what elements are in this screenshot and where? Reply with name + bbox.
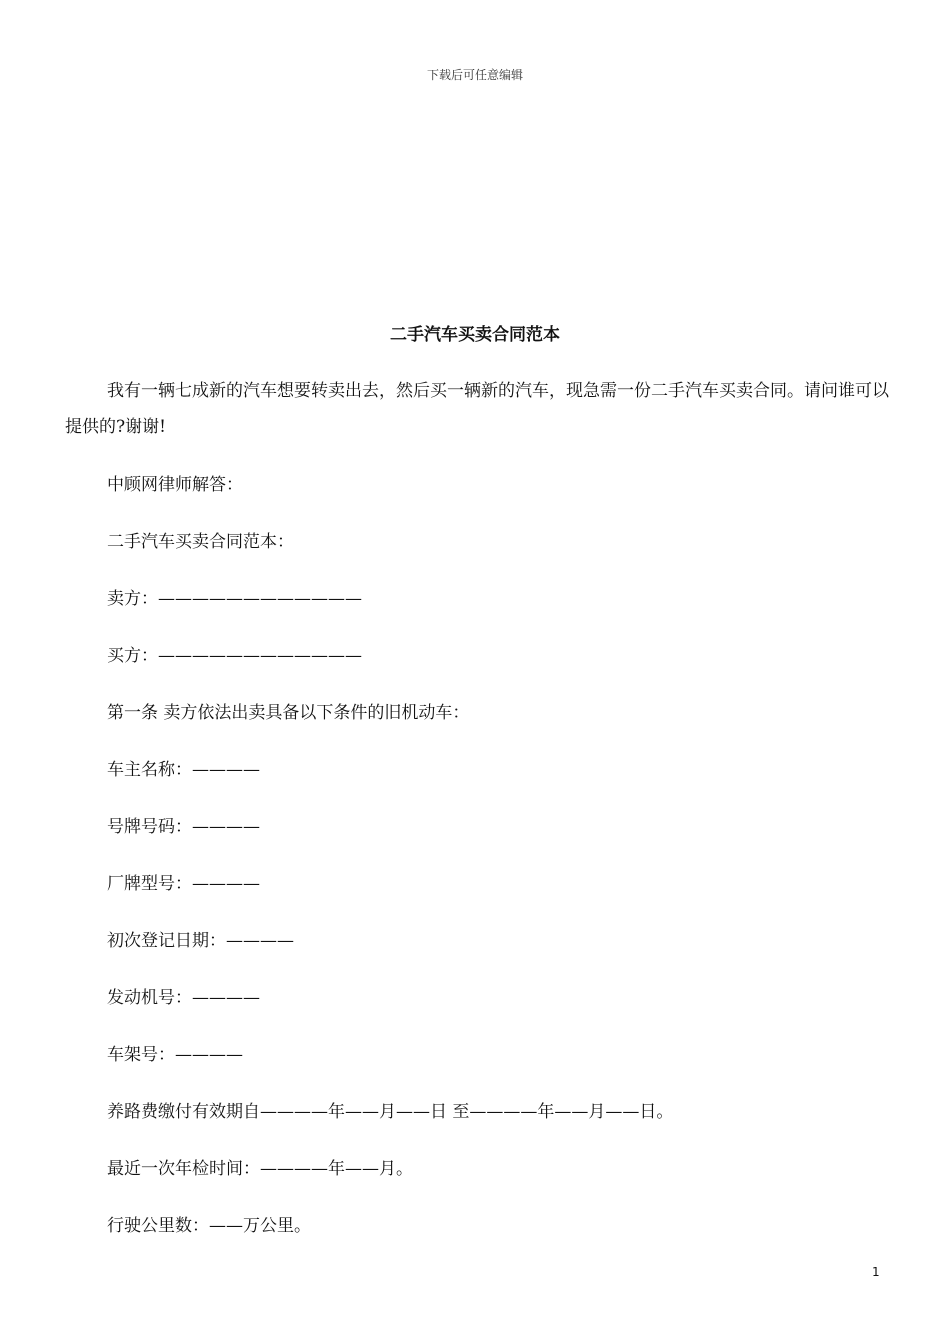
intro-paragraph: 我有一辆七成新的汽车想要转卖出去，然后买一辆新的汽车，现急需一份二手汽车买卖合同。请问谁可以提供的?谢谢! [65,381,889,437]
first-registration-date-line: 初次登记日期：———— [107,931,294,951]
mileage-line: 行驶公里数：——万公里。 [107,1216,311,1236]
lawyer-answer-label: 中顾网律师解答： [107,475,243,495]
last-inspection-line: 最近一次年检时间：————年——月。 [107,1159,413,1179]
article-one-heading: 第一条 卖方依法出卖具备以下条件的旧机动车： [107,703,470,723]
frame-number-line: 车架号：———— [107,1045,243,1065]
brand-model-line: 厂牌型号：———— [107,874,260,894]
page-number: 1 [872,1265,880,1279]
plate-number-line: 号牌号码：———— [107,817,260,837]
road-fee-validity-line: 养路费缴付有效期自————年——月——日 至————年——月——日。 [107,1102,674,1122]
engine-number-line: 发动机号：———— [107,988,260,1008]
buyer-line: 买方：———————————— [107,646,362,666]
seller-line: 卖方：———————————— [107,589,362,609]
contract-template-label: 二手汽车买卖合同范本： [107,532,294,552]
header-note: 下载后可任意编辑 [426,68,523,82]
owner-name-line: 车主名称：———— [107,760,260,780]
document-title: 二手汽车买卖合同范本 [390,325,560,345]
